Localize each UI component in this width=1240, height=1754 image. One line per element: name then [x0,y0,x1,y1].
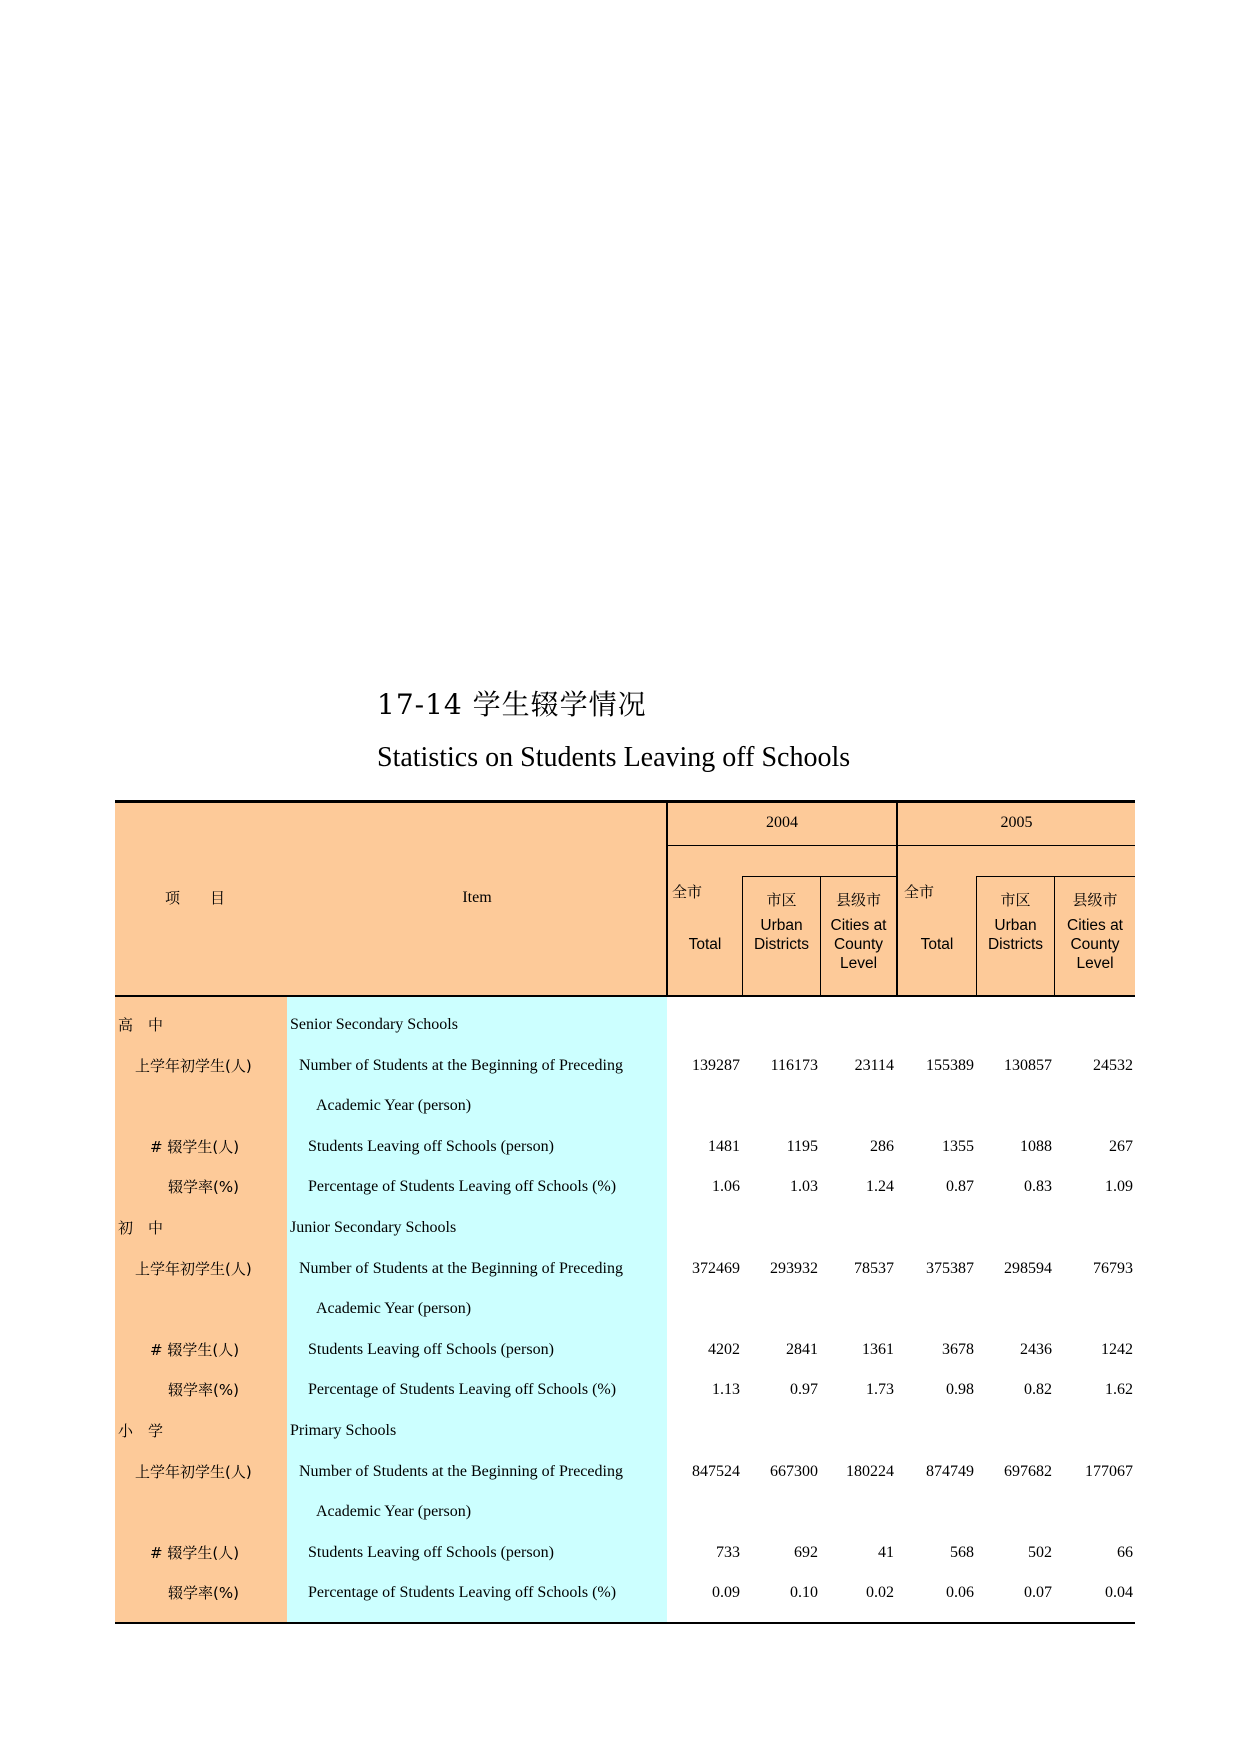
table-cell-value: 298594 [1004,1259,1052,1277]
table-cell-value: 847524 [692,1462,740,1480]
header-2004-total-chinese: 全市 [672,883,703,901]
row-label-english: Number of Students at the Beginning of Preceding [299,1462,623,1480]
row-label-english: Students Leaving off Schools (person) [308,1340,554,1358]
table-cell-value: 286 [870,1137,894,1155]
bottom-rule [115,1622,1135,1624]
table-cell-value: 0.02 [866,1584,894,1602]
table-cell-value: 0.98 [946,1381,974,1399]
table-cell-value: 78537 [854,1259,894,1277]
row-label-chinese: 上学年初学生(人) [135,1056,252,1075]
row-label-english: Students Leaving off Schools (person) [308,1137,554,1155]
table-cell-value: 1195 [786,1137,818,1155]
row-label-english: Percentage of Students Leaving off Schools (%) [308,1584,617,1602]
header-2004-urban-chinese: 市区 [766,891,797,909]
table-cell-value: 76793 [1093,1259,1133,1277]
table-cell-value: 375387 [926,1259,974,1277]
table-cell-value: 0.06 [946,1584,974,1602]
row-label-english: Number of Students at the Beginning of Preceding [299,1056,623,1074]
table-cell-value: 1355 [942,1137,974,1155]
table-cell-value: 177067 [1085,1462,1133,1480]
table-cell-value: 1.06 [712,1178,740,1196]
row-label-english: Students Leaving off Schools (person) [308,1543,554,1561]
section-label-chinese: 小 学 [118,1422,164,1440]
table-cell-value: 267 [1109,1137,1133,1155]
table-cell-value: 1481 [708,1137,740,1155]
header-2004-county-chinese: 县级市 [835,891,881,909]
header-2005-total-english: Total [920,936,954,953]
row-label-english-continued: Academic Year (person) [316,1503,472,1521]
table-cell-value: 733 [716,1543,740,1561]
table-cell-value: 667300 [770,1462,818,1480]
table-cell-value: 180224 [846,1462,894,1480]
row-label-english: Percentage of Students Leaving off Schools (%) [308,1381,617,1399]
table-cell-value: 1.13 [712,1381,740,1399]
table-cell-value: 23114 [854,1056,894,1074]
table-cell-value: 874749 [926,1462,974,1480]
table-cell-value: 4202 [708,1340,740,1358]
header-year-2004: 2004 [766,814,798,831]
header-2005-urban-english: Urban Districts [987,917,1044,953]
table-cell-value: 0.04 [1105,1584,1133,1602]
header-item-english: Item [462,889,492,906]
row-label-english-continued: Academic Year (person) [316,1300,472,1318]
table-cell-value: 1088 [1020,1137,1052,1155]
header-2005-total-chinese: 全市 [904,883,935,901]
subheader-rule-2005 [976,876,1135,877]
table-cell-value: 24532 [1093,1056,1133,1074]
table-cell-value: 2436 [1020,1340,1052,1358]
table-cell-value: 1.09 [1105,1178,1133,1196]
table-cell-value: 130857 [1004,1056,1052,1074]
table-cell-value: 502 [1028,1543,1052,1561]
table-cell-value: 3678 [942,1340,974,1358]
header-year-2005: 2005 [1000,814,1033,831]
top-rule [115,800,1135,803]
row-label-chinese: 辍学率(%) [168,1584,239,1603]
table-cell-value: 568 [950,1543,974,1561]
header-2005-urban-chinese: 市区 [1000,891,1031,909]
table-cell-value: 0.87 [946,1178,974,1196]
header-2004-urban-english: Urban Districts [753,917,810,953]
item-chinese-column-background [115,996,287,1622]
table-cell-value: 139287 [692,1056,740,1074]
row-label-english: Percentage of Students Leaving off Schools (%) [308,1178,617,1196]
table-cell-value: 0.83 [1024,1178,1052,1196]
table-cell-value: 1361 [862,1340,894,1358]
table-cell-value: 41 [878,1543,894,1561]
table-cell-value: 0.97 [790,1381,818,1399]
table-cell-value: 1.73 [866,1381,894,1399]
table-cell-value: 692 [794,1543,818,1561]
table-cell-value: 1.24 [866,1178,894,1196]
section-label-chinese: 高 中 [118,1016,164,1034]
table-cell-value: 1242 [1101,1340,1133,1358]
header-2005-county-english: Cities at County Level [1067,917,1123,972]
table-cell-value: 0.07 [1024,1584,1052,1602]
row-label-chinese: # 辍学生(人) [150,1340,240,1359]
row-label-chinese: 辍学率(%) [168,1178,239,1197]
table-cell-value: 372469 [692,1259,740,1277]
table-cell-value: 0.10 [790,1584,818,1602]
table-cell-value: 293932 [770,1259,818,1277]
row-label-chinese: # 辍学生(人) [150,1137,240,1156]
table-cell-value: 1.62 [1105,1381,1133,1399]
row-label-chinese: 辍学率(%) [168,1381,239,1400]
table-cell-value: 2841 [786,1340,818,1358]
table-cell-value: 0.82 [1024,1381,1052,1399]
header-item-chinese: 项 目 [165,889,226,907]
table-title-chinese: 17-14 学生辍学情况 [377,688,647,721]
section-label-chinese: 初 中 [118,1219,164,1237]
header-2004-total-english: Total [688,936,722,953]
header-2005-county-chinese: 县级市 [1072,891,1118,909]
header-2004-county-english: Cities at County Level [830,917,887,972]
table-cell-value: 0.09 [712,1584,740,1602]
table-cell-value: 66 [1117,1543,1133,1561]
table-cell-value: 116173 [770,1056,818,1074]
row-label-english: Number of Students at the Beginning of Preceding [299,1259,623,1277]
header-bottom-rule [115,995,1135,997]
row-label-chinese: # 辍学生(人) [150,1543,240,1562]
table-cell-value: 155389 [926,1056,974,1074]
section-label-english: Junior Secondary Schools [290,1219,457,1236]
table-title-english: Statistics on Students Leaving off Schools [377,742,851,773]
year-divider-rule [667,845,1135,846]
row-label-chinese: 上学年初学生(人) [135,1259,252,1278]
table-cell-value: 697682 [1004,1462,1052,1480]
row-label-english-continued: Academic Year (person) [316,1097,472,1115]
row-label-chinese: 上学年初学生(人) [135,1462,252,1481]
statistics-table [115,800,1135,1624]
section-label-english: Primary Schools [290,1422,397,1439]
table-cell-value: 1.03 [790,1178,818,1196]
section-label-english: Senior Secondary Schools [290,1016,458,1033]
